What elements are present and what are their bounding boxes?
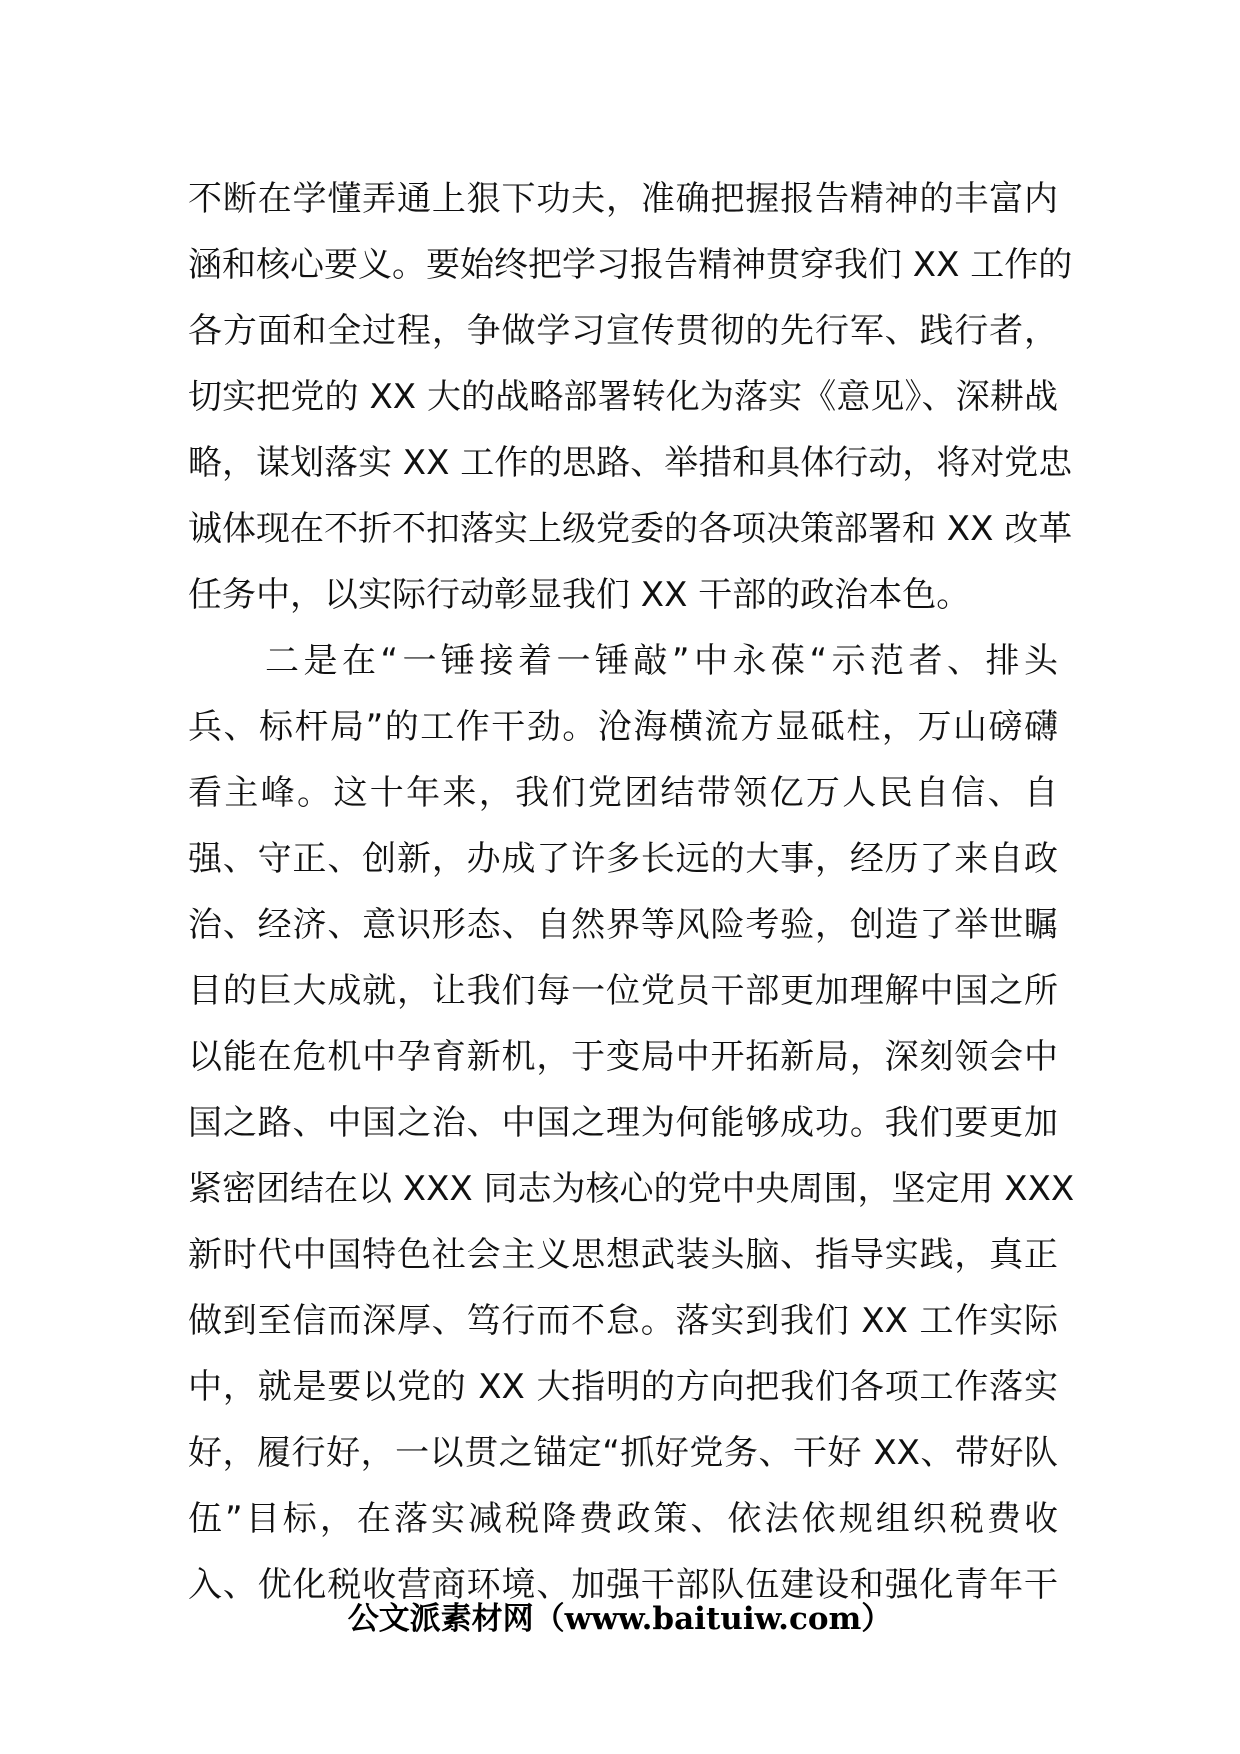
text-line: 目的巨大成就，让我们每一位党员干部更加理解中国之所 bbox=[188, 971, 1058, 1011]
text-line: 伍”目标，在落实减税降费政策、依法依规组织税费收 bbox=[188, 1499, 1058, 1539]
text-line: 略，谋划落实 XX 工作的思路、举措和具体行动，将对党忠 bbox=[188, 443, 1073, 483]
text-line: 看主峰。这十年来，我们党团结带领亿万人民自信、自 bbox=[188, 773, 1058, 813]
text-line: 兵、标杆局”的工作干劲。沧海横流方显砥柱，万山磅礴 bbox=[188, 707, 1058, 747]
text-line: 好，履行好，一以贯之锚定“抓好党务、干好 XX、带好队 bbox=[188, 1433, 1058, 1473]
text-line: 国之路、中国之治、中国之理为何能够成功。我们要更加 bbox=[188, 1103, 1058, 1143]
text-line: 强、守正、创新，办成了许多长远的大事，经历了来自政 bbox=[188, 839, 1058, 879]
text-line: 涵和核心要义。要始终把学习报告精神贯穿我们 XX 工作的 bbox=[188, 245, 1073, 285]
text-line: 以能在危机中孕育新机，于变局中开拓新局，深刻领会中 bbox=[188, 1037, 1058, 1077]
text-line: 二是在“一锤接着一锤敲”中永葆“示范者、排头 bbox=[188, 641, 1058, 681]
text-line: 切实把党的 XX 大的战略部署转化为落实《意见》、深耕战 bbox=[188, 377, 1058, 417]
text-line: 治、经济、意识形态、自然界等风险考验，创造了举世瞩 bbox=[188, 905, 1058, 945]
text-line: 做到至信而深厚、笃行而不怠。落实到我们 XX 工作实际 bbox=[188, 1301, 1058, 1341]
body-text bbox=[188, 166, 1075, 1618]
text-line: 诚体现在不折不扣落实上级党委的各项决策部署和 XX 改革 bbox=[188, 509, 1073, 549]
text-line: 新时代中国特色社会主义思想武装头脑、指导实践，真正 bbox=[188, 1235, 1058, 1275]
text-line: 紧密团结在以 XXX 同志为核心的党中央周围，坚定用 XXX bbox=[188, 1169, 1075, 1209]
text-line: 中，就是要以党的 XX 大指明的方向把我们各项工作落实 bbox=[188, 1367, 1058, 1407]
page-footer: 公文派素材网（www.baituiw.com） bbox=[347, 1601, 893, 1637]
text-line: 任务中，以实际行动彰显我们 XX 干部的政治本色。 bbox=[188, 575, 971, 615]
text-line: 各方面和全过程，争做学习宣传贯彻的先行军、践行者， bbox=[188, 311, 1058, 351]
text-line: 不断在学懂弄通上狠下功夫，准确把握报告精神的丰富内 bbox=[188, 179, 1058, 219]
text-line: 入、优化税收营商环境、加强干部队伍建设和强化青年干 bbox=[188, 1565, 1058, 1605]
